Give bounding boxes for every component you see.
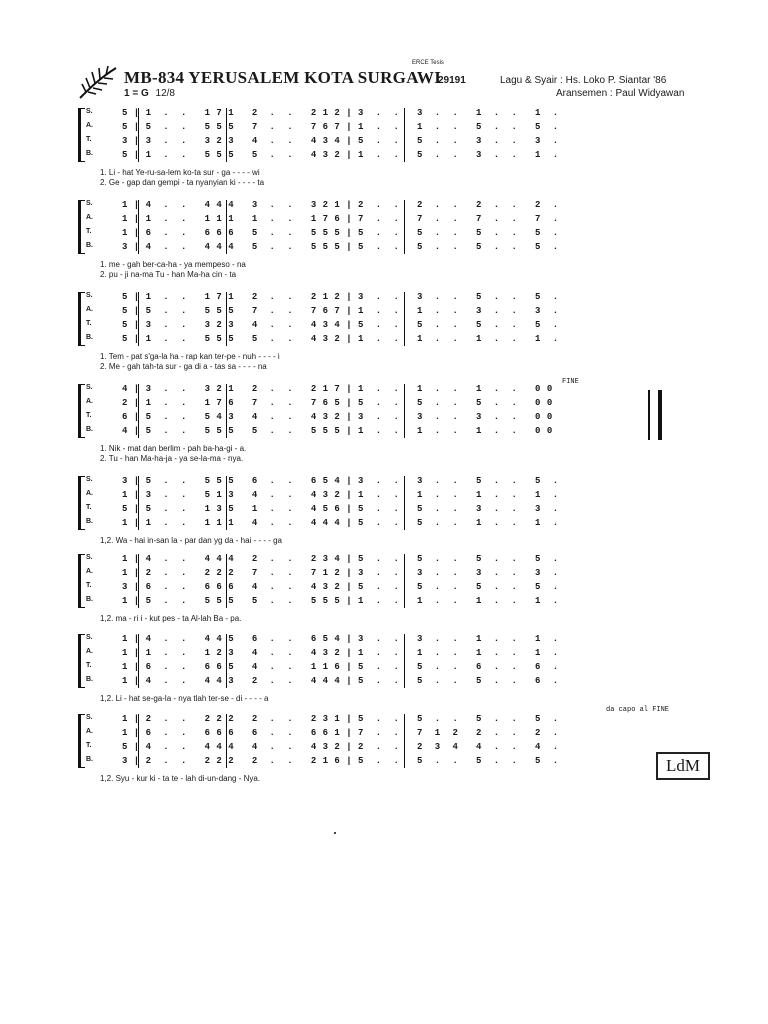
voice-label: B.	[86, 518, 93, 525]
voice-label: S.	[86, 200, 93, 207]
voice-label: B.	[86, 596, 93, 603]
voice-row	[78, 582, 638, 594]
voice-row	[78, 742, 638, 754]
notation-line: 3 | 5 . . 5 5 5 6 . . 6 5 4 | 3 . . 3 . . 5 . . 5 .	[122, 476, 559, 486]
lyric-line: 1. Tem - pat s'ga-la ha - rap kan ter-pe - nuh - - - - i	[100, 352, 280, 361]
notation-line: 5 | 3 . . 3 2 3 4 . . 4 3 4 | 5 . . 5 . . 5 . . 5 .	[122, 320, 559, 330]
voice-label: T.	[86, 136, 92, 143]
voice-label: A.	[86, 214, 93, 221]
lyric-line: 2. Me - gah tah-ta sur - ga di a - tas sa - - - - na	[100, 362, 267, 371]
notation-line: 1 | 4 . . 4 4 3 2 . . 4 4 4 | 5 . . 5 . . 5 . . 6 .	[122, 676, 559, 686]
voice-label: S.	[86, 292, 93, 299]
voice-label: B.	[86, 676, 93, 683]
voice-row	[78, 426, 638, 438]
voice-label: T.	[86, 320, 92, 327]
publisher-logo: LdM	[656, 752, 710, 780]
catalog-number: 29191	[438, 75, 466, 86]
voice-row	[78, 108, 638, 120]
voice-row	[78, 122, 638, 134]
voice-row	[78, 676, 638, 688]
voice-label: S.	[86, 108, 93, 115]
voice-label: S.	[86, 714, 93, 721]
voice-label: T.	[86, 228, 92, 235]
notation-line: 6 | 5 . . 5 4 3 4 . . 4 3 2 | 3 . . 3 . . 3 . . 0 0	[122, 412, 553, 422]
key-value: 1 = G	[124, 88, 149, 99]
notation-line: 3 | 3 . . 3 2 3 4 . . 4 3 4 | 5 . . 5 . . 3 . . 3 .	[122, 136, 559, 146]
voice-row	[78, 714, 638, 726]
notation-line: 4 | 5 . . 5 5 5 5 . . 5 5 5 | 1 . . 1 . . 1 . . 0 0	[122, 426, 553, 436]
voice-row	[78, 568, 638, 580]
stamp-text: ERCE Tesis	[412, 60, 444, 66]
lyric-line: 2. Ge - gap dan gempi - ta nyanyian ki - - - - ta	[100, 178, 265, 187]
notation-line: 3 | 6 . . 6 6 6 4 . . 4 3 2 | 5 . . 5 . . 5 . . 5 .	[122, 582, 559, 592]
voice-label: S.	[86, 384, 93, 391]
notation-line: 1 | 4 . . 4 4 5 6 . . 6 5 4 | 3 . . 3 . . 1 . . 1 .	[122, 634, 559, 644]
notation-line: 1 | 6 . . 6 6 6 6 . . 6 6 1 | 7 . . 7 1 2 2 . . 2 .	[122, 728, 559, 738]
voice-row	[78, 504, 638, 516]
voice-row	[78, 554, 638, 566]
voice-row	[78, 756, 638, 768]
voice-row	[78, 228, 638, 240]
voice-label: A.	[86, 490, 93, 497]
fine-marking: FINE	[562, 378, 579, 386]
voice-row	[78, 150, 638, 162]
key-signature	[124, 88, 175, 99]
voice-row	[78, 306, 638, 318]
song-title	[124, 68, 441, 88]
notation-line: 4 | 3 . . 3 2 1 2 . . 2 1 7 | 1 . . 1 . . 1 . . 0 0	[122, 384, 553, 394]
voice-row	[78, 200, 638, 212]
lyric-line: 1. Nik - mat dan berlim - pah ba-ha-gi - a.	[100, 444, 247, 453]
voice-row	[78, 662, 638, 674]
notation-line: 1 | 1 . . 1 1 1 4 . . 4 4 4 | 5 . . 5 . . 1 . . 1 .	[122, 518, 559, 528]
voice-row	[78, 728, 638, 740]
notation-line: 2 | 1 . . 1 7 6 7 . . 7 6 5 | 5 . . 5 . . 5 . . 0 0	[122, 398, 553, 408]
notation-line: 1 | 1 . . 1 1 1 1 . . 1 7 6 | 7 . . 7 . . 7 . . 7 .	[122, 214, 559, 224]
notation-line: 1 | 6 . . 6 6 6 5 . . 5 5 5 | 5 . . 5 . . 5 . . 5 .	[122, 228, 559, 238]
lyric-line: 1,2. Wa - hai in-san la - par dan yg da - hai - - - - ga	[100, 536, 283, 545]
voice-row	[78, 136, 638, 148]
voice-row	[78, 518, 638, 530]
voice-label: B.	[86, 426, 93, 433]
song-code: MB-834	[124, 68, 185, 87]
notation-line: 1 | 5 . . 5 5 5 5 . . 5 5 5 | 1 . . 1 . . 1 . . 1 .	[122, 596, 559, 606]
notation-line: 1 | 1 . . 1 2 3 4 . . 4 3 2 | 1 . . 1 . . 1 . . 1 .	[122, 648, 559, 658]
voice-label: T.	[86, 582, 92, 589]
notation-line: 5 | 5 . . 5 5 5 7 . . 7 6 7 | 1 . . 1 . . 5 . . 5 .	[122, 122, 559, 132]
voice-label: T.	[86, 662, 92, 669]
voice-label: T.	[86, 412, 92, 419]
lyric-line: 1,2. ma - ri i - kut pes - ta Al-lah Ba - pa.	[100, 614, 242, 623]
voice-label: A.	[86, 398, 93, 405]
notation-line: 5 | 1 . . 5 5 5 5 . . 4 3 2 | 1 . . 5 . . 3 . . 1 .	[122, 150, 559, 160]
page-speck	[334, 832, 336, 834]
arrangement-credit: Aransemen : Paul Widyawan	[556, 88, 685, 99]
voice-row	[78, 412, 638, 424]
lyric-line: 2. pu - ji na-ma Tu - han Ma-ha cin - ta	[100, 270, 237, 279]
voice-label: A.	[86, 648, 93, 655]
voice-label: A.	[86, 306, 93, 313]
voice-row	[78, 476, 638, 488]
notation-line: 1 | 6 . . 6 6 5 4 . . 1 1 6 | 5 . . 5 . . 6 . . 6 .	[122, 662, 559, 672]
lyric-line: 1. me - gah ber-ca-ha - ya mempeso - na	[100, 260, 246, 269]
voice-label: T.	[86, 504, 92, 511]
time-signature: 12/8	[155, 88, 175, 99]
voice-row	[78, 242, 638, 254]
notation-line: 3 | 2 . . 2 2 2 2 . . 2 1 6 | 5 . . 5 . . 5 . . 5 .	[122, 756, 559, 766]
palm-leaf-icon	[76, 62, 122, 102]
lyric-line: 1,2. Syu - kur ki - ta te - lah di-un-dang - Nya.	[100, 774, 261, 783]
voice-label: A.	[86, 728, 93, 735]
notation-line: 1 | 2 . . 2 2 2 7 . . 7 1 2 | 3 . . 3 . . 3 . . 3 .	[122, 568, 559, 578]
lyric-line: 1. Li - hat Ye-ru-sa-lem ko-ta sur - ga - - - - wi	[100, 168, 260, 177]
voice-row	[78, 292, 638, 304]
lyric-line: 2. Tu - han Ma-ha-ja - ya se-la-ma - nya.	[100, 454, 244, 463]
notation-line: 3 | 4 . . 4 4 4 5 . . 5 5 5 | 5 . . 5 . . 5 . . 5 .	[122, 242, 559, 252]
da-capo-marking: da capo al FINE	[606, 706, 670, 714]
voice-row	[78, 214, 638, 226]
voice-row	[78, 490, 638, 502]
song-name: YERUSALEM KOTA SURGAWI	[188, 68, 442, 87]
notation-line: 5 | 1 . . 1 7 1 2 . . 2 1 2 | 3 . . 3 . . 5 . . 5 .	[122, 292, 559, 302]
voice-row	[78, 320, 638, 332]
voice-label: A.	[86, 568, 93, 575]
voice-label: B.	[86, 334, 93, 341]
notation-line: 1 | 2 . . 2 2 2 2 . . 2 3 1 | 5 . . 5 . . 5 . . 5 .	[122, 714, 559, 724]
voice-label: T.	[86, 742, 92, 749]
notation-line: 5 | 5 . . 1 3 5 1 . . 4 5 6 | 5 . . 5 . . 3 . . 3 .	[122, 504, 559, 514]
voice-label: B.	[86, 150, 93, 157]
voice-label: S.	[86, 476, 93, 483]
voice-row	[78, 398, 638, 410]
notation-line: 5 | 1 . . 5 5 5 5 . . 4 3 2 | 1 . . 1 . . 1 . . 1 .	[122, 334, 559, 344]
lyric-line: 1,2. Li - hat se-ga-la - nya tlah ter-se - di - - - - a	[100, 694, 269, 703]
voice-row	[78, 596, 638, 608]
voice-row	[78, 384, 638, 396]
notation-line: 5 | 4 . . 4 4 4 4 . . 4 3 2 | 2 . . 2 3 4 4 . . 4 .	[122, 742, 559, 752]
voice-label: S.	[86, 554, 93, 561]
lyrics-credit: Lagu & Syair : Hs. Loko P. Siantar '86	[500, 75, 667, 86]
voice-row	[78, 634, 638, 646]
voice-label: A.	[86, 122, 93, 129]
notation-line: 5 | 5 . . 5 5 5 7 . . 7 6 7 | 1 . . 1 . . 3 . . 3 .	[122, 306, 559, 316]
final-barline	[648, 390, 662, 440]
notation-line: 1 | 4 . . 4 4 4 2 . . 2 3 4 | 5 . . 5 . . 5 . . 5 .	[122, 554, 559, 564]
notation-line: 5 | 1 . . 1 7 1 2 . . 2 1 2 | 3 . . 3 . . 1 . . 1 .	[122, 108, 559, 118]
voice-label: B.	[86, 242, 93, 249]
notation-line: 1 | 4 . . 4 4 4 3 . . 3 2 1 | 2 . . 2 . . 2 . . 2 .	[122, 200, 559, 210]
voice-row	[78, 648, 638, 660]
voice-label: B.	[86, 756, 93, 763]
voice-row	[78, 334, 638, 346]
voice-label: S.	[86, 634, 93, 641]
notation-line: 1 | 3 . . 5 1 3 4 . . 4 3 2 | 1 . . 1 . . 1 . . 1 .	[122, 490, 559, 500]
